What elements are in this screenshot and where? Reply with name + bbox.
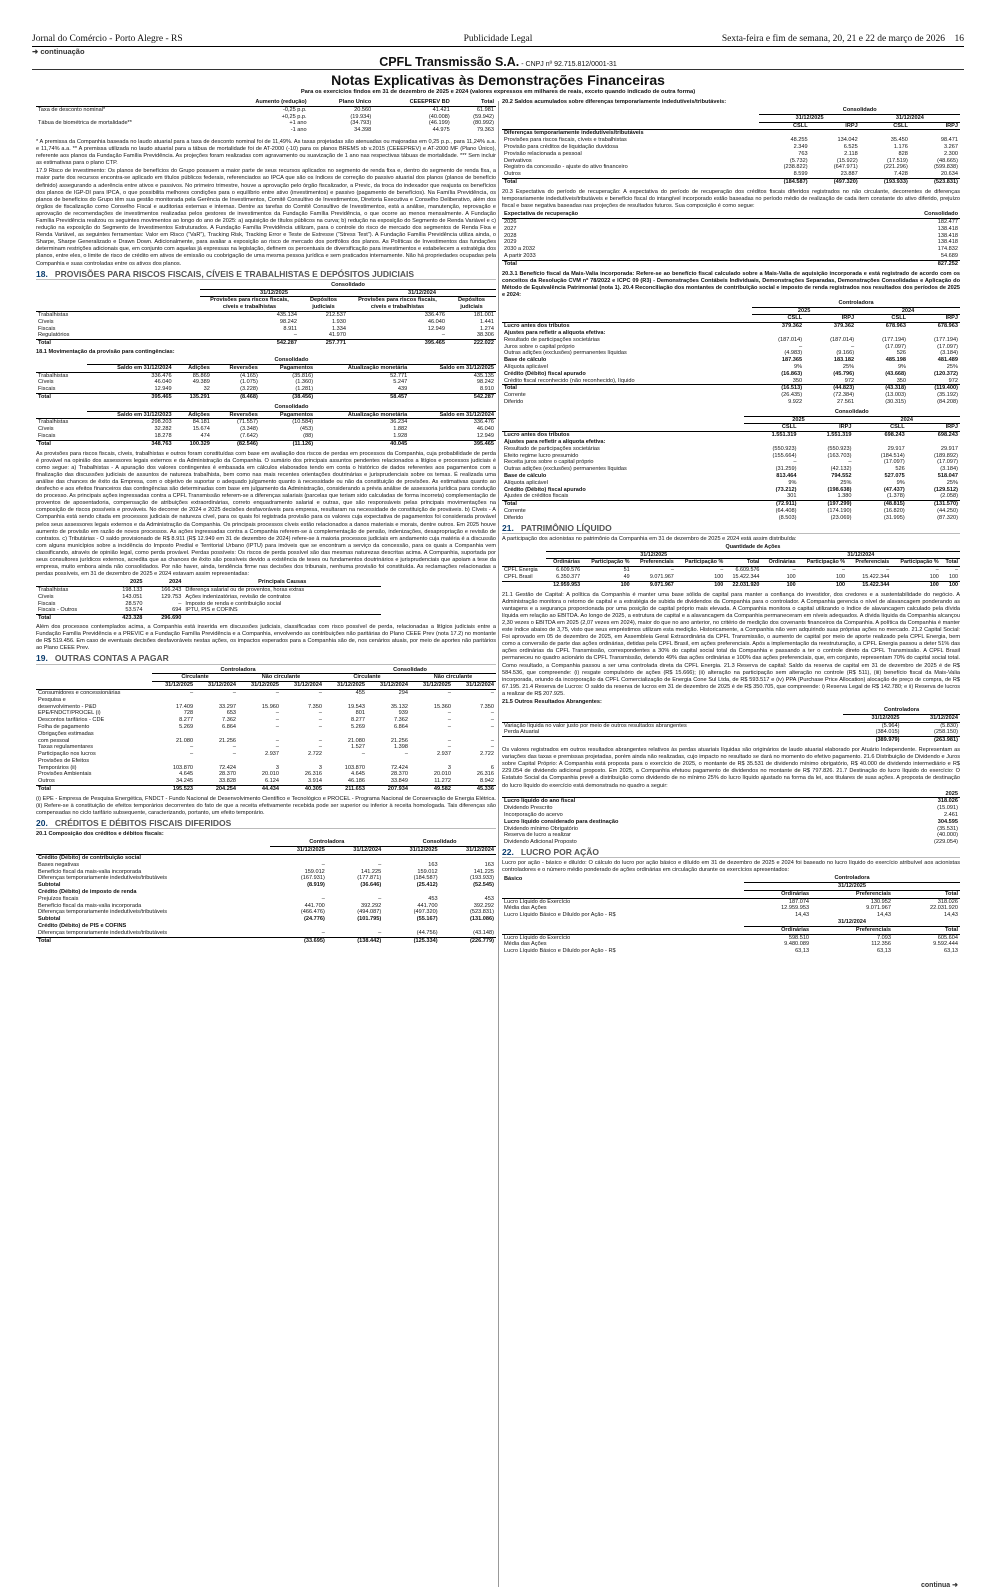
table-row: Diferido (8.503) (23.069) (31.995) (87.320) — [504, 514, 958, 521]
reconciliation-parent-table: Controladora 2025 2024 CSLL IRPJ CSLL IRPJ Lucro antes dos tributos 379.362 379.362 678.963 678.963 Ajustes para refletir a alíquota efetiva: Resultado de participações societárias (187.014) (187.014) (177.194) (177.194) Juros sobre o capital próprio – – (17.097) (17.097) Outras adições (exclusões) permanentes líquidas (4.983) (9.166) 526 (3.184) Base de cálculo 187.365 183.182 485.198 481.489 Alíquota aplicável 9% 25% 9% 25% Crédito (Débito) fiscal apurado (16.863) (45.796) (43.668) (120.372) Crédito fiscal reconhecido (não reconhecido), líquido 350 972 350 972 Total (16.513) (44.823) (43.318) (119.400) Corrente (26.435) (72.384) (13.003) (35.192) Diferido 9.922 27.561 (30.315) (84.208) — [504, 299, 958, 406]
table-row: 2028 138.418 — [504, 232, 958, 239]
table-row: Taxas regulamentares – – – – 1.527 1.398 – – — [38, 744, 494, 751]
table-row: Trabalhistas 336.476 85.869 (4.165) (35.816) 52.771 435.135 — [38, 372, 494, 379]
table-row: Diferido 9.922 27.561 (30.315) (84.208) — [504, 399, 958, 406]
table-total-row: Total 542.287 257.771 395.465 222.022 — [38, 340, 494, 347]
page-number: 16 — [954, 34, 964, 44]
section-21-heading: 21. PATRIMÔNIO LÍQUIDO — [502, 525, 960, 534]
table-row: Dividendo Prescrito (15.091) — [504, 805, 958, 812]
table-total-row: Total 423.328 296.690 — [36, 615, 381, 622]
table-row: Base de cálculo 187.365 183.182 485.198 481.489 — [504, 357, 958, 364]
continues-label: continua — [921, 1582, 951, 1589]
table-row: Crédito (Débito) de imposto de renda — [38, 888, 137, 895]
table-row: Fiscais 18.278 474 (7.642) (88) 1.928 12.949 — [38, 433, 494, 439]
table-row: 2029 138.418 — [504, 239, 958, 246]
table-row: 2030 a 2032 174.832 — [504, 246, 958, 253]
table-row: Crédito (Débito) fiscal apurado (16.863) (45.796) (43.668) (120.372) — [504, 370, 958, 377]
table-row: Tábua de biométrica de mortalidade** +1 ano (34.793) (46.199) (80.992) — [38, 120, 494, 127]
table-row: Benefício fiscal da mais-valia incorporada 441.700 392.292 441.700 392.292 — [38, 902, 494, 909]
table-row: Lucro antes dos tributos 1.551.319 1.551.319 698.243 698.243 — [504, 432, 958, 439]
table-row: CPFL Energia 6.609.576 51 – – 6.609.576 – – – – – — [504, 567, 958, 574]
table-row: Bases negativas – – 163 163 — [38, 861, 494, 868]
table-total-row: Total 348.763 100.329 (82.546) (11.126) 40.045 395.465 — [38, 440, 494, 447]
subsection-21-5: 21.5 Outros Resultados Abrangentes: — [502, 698, 602, 705]
provision-movement-2025-table: Consolidado Saldo em 31/12/2024 Adições Reversões Pagamentos Atualização monetária Saldo em 31/12/2025 Trabalhistas 336.476 85.869 (4.165) (35.816) 52.771 435.135 Cíveis 46.040 49.389 (1.075) (1.360) 5.247 98.242 Fiscais 12.949 32 (3.228) (1.281) 439 8.910 Total 395.465 135.291 (8.468) (38.456) 58.457 542.287 — [38, 357, 494, 401]
table-row: Fiscais 12.949 32 (3.228) (1.281) 439 8.910 — [38, 386, 494, 393]
earnings-per-share-table: Básico Controladora 31/12/2025 Ordinárias Preferenciais Total Lucro Líquido do Exercício 187.074 130.952 318.026 Média das Ações 12.959.953 9.071.967 22.031.920 Lucro Líquido Básico e Diluído por Ação - R$ 14,43 14,43 14,43 31/12/2024 Ordinárias Preferenciais Total Lucro Líquido do Exercício 598.510 7.093 605.604 Média das Ações 9.480.089 112.356 9.592.444 Lucro Líquido Básico e Diluído por Ação - R$ 63,13 63,13 63,13 — [504, 875, 958, 955]
investment-risk-paragraph: 17.9 Risco de investimento: Os planos de benefícios do Grupo possuem a maior parte de seus recursos aplicados no segmento de renda fixa e, dentro do segmento de renda fixa, a maior parte dos recursos encontra-se aplicado em títulos públicos federais, referenciados ao IPCA que são os índices de correção do passivo atuarial dos planos (planos de benefício definido) assegurando a aderência entre ativos e passivos. No primeiro trimestre, houve a aprovação pelo órgão fiscalizador, a Previc, da troca do indexador que reajusta os benefícios dos planos de IGP-DI para IPCA, o que possibilita melhores condições para o equilíbrio entre ativo (investimentos) e passivo (pagamento de benefícios). Na Família Previdência, os planos de benefícios do Grupo têm sua gestão monitorada pela Gerência de Investimentos, Comitê Consultivo de Investimentos, Diretoria Executiva e Conselho Deliberativo, além dos órgãos de fiscalização como Conselho Fiscal e auditorias externas e internas. Dentre as tarefas do Comitê Consultivo de Investimentos, está a análise, manutenção, reprovação e aprovação de recomendações de investimentos realizadas pelos gestores de investimentos da Fundação Família Previdência, o que ocorre ao menos mensalmente. A Fundação Família Previdência realizou os seguintes movimentos ao longo do ano de 2025: a) aquisição de títulos públicos na curva; b) redução na exposição do Segmento de Renda Variável e c) redução na exposição do Segmento de Investimentos Estruturados. A Fundação Família Previdência utilizam, para o controle do risco de mercado dos segmentos de Renda Fixa e Renda Variável, as seguintes ferramentas: Valor em Risco (“VaR”), Tracking Risk, Tracking Error e Teste de Estresse (“Stress Test”). A Fundação Família Previdência utiliza ainda, o Sharpe, Sharpe Generalizado e Drawn Down. Adicionalmente, para avaliar a exposição ao risco de mercado dos portfólios dos planos. As Políticas de Investimentos das fundações determinam restrições adicionais que, em conjunto com aquelas já expressas na legislação, definem os percentuais de diversificação para investimentos e estabelecem a estratégia dos planos, entre eles, o limite de risco de crédito em ativos de emissão ou coobrigação de uma mesma pessoa jurídica e sem praticados internamente. Não há propriedades ocupadas pela Companhia e suas controladas entre os ativos dos planos. — [36, 168, 496, 267]
temporary-differences-table: Consolidado 31/12/2025 31/12/2024 CSLL IRPJ CSLL IRPJ Diferenças temporariamente indedutíveis/tributáveis Provisões para riscos fiscais, cíveis e trabalhistas 48.255 134.042 35.450 98.471 Provisão para créditos de liquidação duvidosa 2.349 6.525 1.176 3.267 Provisão relacionada a pessoal 763 2.118 828 2.300 Derivativos (5.732) (15.922) (17.519) (48.665) Registro da concessão - ajuste do ativo financeiro (238.822) (647.971) (221.296) (599.838) Outros 8.599 23.887 7.428 20.634 Total (184.587) (497.320) (193.933) (523.831) — [504, 107, 958, 186]
mais-valia-paragraph: 20.3.1 Benefício fiscal da Mais-Valia incorporada: Refere-se ao benefício fiscal calculado sobre a Mais-Valia de aquisição incorporada e está registrado de acordo com os conceitos da Resolução CVM nº 78/2022 e ICPC 09 (R3) - Demonstrações Contábeis Individuais, Demonstrações Separadas, Demonstrações Consolidadas e Aplicação do Método de Equivalência Patrimonial (nota 1). 20.4 Reconciliação dos montantes de contribuição social e imposto de renda registrados nos resultados dos períodos de 2025 e 2024: — [502, 270, 960, 298]
continuation-label: continuação — [40, 47, 85, 56]
table-row: Crédito (Débito) fiscal apurado (73.212) (198.638) (47.437) (129.512) — [504, 486, 958, 493]
table-row: Cíveis 46.040 49.389 (1.075) (1.360) 5.247 98.242 — [38, 379, 494, 386]
table-row: Cíveis 32.282 15.674 (3.348) (453) 1.882 46.040 — [38, 426, 494, 433]
table-row: Corrente (26.435) (72.384) (13.003) (35.192) — [504, 392, 958, 399]
table-total-row: Total (184.587) (497.320) (193.933) (523.831) — [504, 179, 958, 186]
table-row: Pesquisa e — [38, 696, 66, 703]
column-separator — [498, 101, 499, 1587]
table-row: Provisões de Efeitos — [38, 757, 89, 764]
earnings-per-share-paragraph: Lucro por ação - básico e diluído: O cálculo do lucro por ação básico e diluído em 31 de dezembro de 2025 e 2024 foi baseado no lucro líquido do exercício atribuível aos acionistas controladores e o número médio ponderado de ações ordinárias em circulação durante os exercícios apresentados: — [502, 860, 960, 874]
table-row: Benefício fiscal da mais-valia incorporada 159.012 141.225 159.012 141.225 — [38, 868, 494, 875]
table-row: Lucro Líquido do Exercício 598.510 7.093 605.604 — [504, 934, 958, 941]
table-row: Outros 8.599 23.887 7.428 20.634 — [504, 171, 958, 178]
table-row: Regulatórios – 41.970 – 38.306 — [38, 332, 494, 339]
section-19-heading: 19. OUTRAS CONTAS A PAGAR — [36, 655, 496, 664]
table-row: Fiscais - Outros 53.574 694 IPTU, PIS e COFINS — [38, 607, 238, 614]
table-row: Dividendo Adicional Proposto (229.054) — [504, 839, 958, 846]
other-payables-footnote: (i) EPE - Empresa de Pesquisa Energética, FNDCT - Fundo Nacional de Desenvolvimento Científico e Tecnológico e PROCEL - Programa Nacional de Conservação de Energia Elétrica. (ii) Refere-se à constituição de efeitos temporários decorrentes do fato de que a receita efetivamente recebida pode ser superior ou inferior à receita homologada. Tais diferenças são compensadas no ciclo tarifário subsequente, caracterizando, portanto, um efeito temporário. — [36, 795, 496, 817]
table-row: Provisões Ambientais 4.645 28.370 20.010 26.316 4.645 28.370 20.010 26.316 — [38, 771, 494, 778]
table-row: Lucro líquido considerado para destinação 304.595 — [504, 818, 958, 825]
table-total-row: Total (33.695) (138.442) (125.334) (226.779) — [38, 937, 494, 944]
table-row: desenvolvimento - P&D 17.409 33.297 15.960 7.350 19.543 35.132 15.360 7.350 — [38, 703, 494, 710]
table-row: Juros sobre o capital próprio – – (17.097) (17.097) — [504, 343, 958, 350]
reconciliation-consolidated-table: Consolidado 2025 2024 CSLL IRPJ CSLL IRPJ Lucro antes dos tributos 1.551.319 1.551.319 698.243 698.243 Ajustes para refletir a alíquota efetiva: Resultado de participações societárias (550.923) (550.923) 29.917 29.917 Efeito regime lucro presumido (155.664) (163.703) (184.514) (189.892) Receita juros sobre o capital próprio – – (17.097) (17.097) Outras adições (exclusões) permanentes líquidas (31.259) (42.132) 526 (3.184) Base de cálculo 813.464 794.552 527.075 518.047 Alíquota aplicável 9% 25% 9% 25% Crédito (Débito) fiscal apurado (73.212) (198.638) (47.437) (129.512) Ajustes de créditos fiscais 301 1.380 (1.378) (2.058) Total (72.911) (197.299) (48.815) (131.570) Corrente (64.408) (174.190) (16.820) (44.250) Diferido (8.503) (23.069) (31.995) (87.320) — [504, 408, 958, 521]
table-row: Crédito fiscal reconhecido (não reconhecido), líquido 350 972 350 972 — [504, 377, 958, 384]
table-row: Lucro antes dos tributos 379.362 379.362 678.963 678.963 — [504, 323, 958, 330]
possible-losses-table: 2025 2024 Principais Causas Trabalhistas 198.133 166.243 Diferença salarial ou de proventos, horas extras Cíveis 143.051 129.753 Ações indenizatórias, revisão de contratos Fiscais 28.570 – Imposto de renda e contribuição social Fiscais - Outros 53.574 694 IPTU, PIS e COFINS Total 423.328 296.690 — [36, 579, 381, 622]
table-row: Dividendo mínimo Obrigatório (35.531) — [504, 825, 958, 832]
table-row: Outras adições (exclusões) permanentes líquidas (4.983) (9.166) 526 (3.184) — [504, 350, 958, 357]
table-row: Ajustes para refletir a alíquota efetiva: — [504, 330, 606, 337]
table-total-row: (389.979) (263.981) — [502, 737, 960, 744]
table-row: Alíquota aplicável 9% 25% 9% 25% — [504, 364, 958, 371]
recovery-schedule-table: Expectativa de recuperação Consolidado 2026 182.477 2027 138.418 2028 138.418 2029 138.418 2030 a 2032 174.832 A partir 2033 54.689 Total 827.252 — [504, 211, 958, 267]
actuarial-footnote: * A premissa da Companhia baseada no laudo atuarial para a taxa de desconto nominal foi de 11,49%. As taxas projetadas são atenuadas ou majoradas em 0,25 p.p., para 11,24% a.a. e 11,74% a.a. ** A premissa utilizada no laudo atuarial para a tábua de mortalidade foi de AT-2000 (-10) para os planos BREMS sb v.2015 (CEEEPREV) e AT-2000 MF (Plano Único), referente aos planos da Fundação Família Previdência. As projeções foram realizadas com agravamento ou suavização de 1 ano nas respectivas tábuas de mortalidade. *** Sem incluir as estimativas para o plano CTP. — [36, 138, 496, 167]
table-row: 2026 182.477 — [504, 218, 958, 225]
table-row: com pessoal 21.080 21.256 – – 21.080 21.256 – – — [38, 737, 494, 744]
equity-shares-table: Quantidade de Ações 31/12/2025 31/12/2024 Ordinárias Participação % Preferenciais Participação % Total Ordinárias Participação % Preferenciais Participação % Total CPFL Energia 6.609.576 51 – – 6.609.576 – – – – – CPFL Brasil 6.350.377 49 9.071.967 100 15.422.344 100 100 15.422.344 100 100 12.959.953 100 9.071.967 100 22.031.920 100 100 15.422.344 100 100 — [504, 543, 958, 588]
table-row: Cíveis 98.242 1.930 46.040 1.441 — [38, 318, 494, 325]
table-total-row: Total 827.252 — [504, 260, 958, 267]
dividends-paragraph: Os valores registrados em outros resultados abrangentes relativos às perdas atuariais líquidas são originários de laudo atuarial elaborado por Atuário Independente. Representam as variações das taxas e premissas projetadas, porém ainda não realizadas, cujo impacto no resultado se dará no momento do efetivo pagamento. 21.6 Distribuição de Dividendo e Juros sobre Capital Próprio: A Companhia está proposta para o exercício de 2025, o montante de R$ 35.531 de dividendo mínimo obrigatório, R$ 40.000 de dividendo intermediário e R$ 229.054 de dividendo adicional proposto. Em 2025, a Companhia efetuou pagamento de dividendos no montante de R$ 797.826. 21.7 Destinação do lucro líquido do exercício: O Estatuto Social da Companhia prevê a distribuição como dividendo de no mínimo 25% do lucro líquido ajustado na forma da lei, aos titulares de suas ações. A proposta de destinação do lucro líquido do exercício está demonstrada no quadro a seguir: — [502, 747, 960, 789]
table-row: Total (72.911) (197.299) (48.815) (131.570) — [504, 501, 958, 508]
table-row: Lucro Líquido Básico e Diluído por Ação - R$ 14,43 14,43 14,43 — [504, 912, 958, 919]
table-row: Receita juros sobre o capital próprio – – (17.097) (17.097) — [504, 459, 958, 466]
table-row: Derivativos (5.732) (15.922) (17.519) (48.665) — [504, 157, 958, 164]
table-row: Reserva de lucro a realizar (40.000) — [504, 832, 958, 839]
subsection-20-1: 20.1 Composição dos créditos e débitos fiscais: — [36, 831, 164, 838]
table-row: Outras adições (exclusões) permanentes líquidas (31.259) (42.132) 526 (3.184) — [504, 466, 958, 473]
table-total-row: Total 195.523 204.254 44.434 40.305 211.653 207.934 49.582 45.336 — [38, 786, 494, 793]
table-total-row: 12.959.953 100 9.071.967 100 22.031.920 100 100 15.422.344 100 100 — [502, 581, 960, 588]
table-row: Variação líquida no valor justo por meio de outros resultados abrangentes (5.964) (5.830) — [504, 722, 958, 729]
table-row: Perda Atuarial (384.015) (258.150) — [504, 729, 958, 736]
continues-marker — [921, 1581, 958, 1589]
table-row: Crédito (Débito) de contribuição social — [38, 854, 141, 861]
table-row: Provisão relacionada a pessoal 763 2.118 828 2.300 — [504, 150, 958, 157]
table-row: Diferenças temporariamente indedutíveis/tributáveis – – (44.756) (43.148) — [38, 929, 494, 936]
table-row: Diferenças temporariamente indedutíveis/tributáveis (167.931) (177.871) (184.587) (193.933) — [38, 875, 494, 882]
arrow-right-icon: ➜ — [32, 47, 39, 56]
section-name: Publicidade Legal — [463, 34, 533, 44]
table-row: Descontos tarifários - CDE 8.277 7.362 – – 8.277 7.362 – – — [38, 717, 494, 724]
provisions-table: Consolidado 31/12/2025 31/12/2024 Provisões para riscos fiscais, cíveis e trabalhistas Depósitos judiciais Provisões para riscos fiscais, cíveis e trabalhistas Depósitos judiciais Trabalhistas 435.134 212.537 336.476 181.001 Cíveis 98.242 1.930 46.040 1.441 Fiscais 8.911 1.334 12.949 1.274 Regulatórios – 41.970 – 38.306 Total 542.287 257.771 395.465 222.022 — [38, 281, 494, 347]
capital-management-paragraph: 21.1 Gestão de Capital: A política da Companhia é manter uma base sólida de capital para manter a confiança do investidor, dos credores e a sustentabilidade do negócio. A Administração monitora o retorno de capital e a estratégia de subida de dividendos da Companhia para o controlador. A Companhia gerencia o nível de alavancagem ponderando as vantagens e a segurança proporcionada por uma posição de capital próprio mais elevada. A Companhia monitora o capital utilizando o índice de alavancagem calculado pela dívida líquida em relação ao EBITDA. Ao longo de 2025, a estrutura de capital e a alavancagem da Companhia permaneceram em níveis adequados. A dívida líquida da Companhia alcançou 2,30 vezes o EBITDA em 2025 (2,07 vezes em 2024), maior do que no ano anterior, no critério de medição dos covenants financeiros da Companhia. A política da Companhia é manter este índice abaixo de 3,75, visto que seus empréstimos utilizam esta medição. Historicamente, a Companhia não vem adquirindo suas próprias ações no mercado. 21.2 Capital Social: Foi aprovado em 05 de dezembro de 2025, em Assembleia Geral Extraordinária da CPFL Transmissão, o aumento de capital por meio de aporte realizado pela CPFL Energia, bem como a conversão de parte das ações ordinárias, detidas pela CPFL Brasil, em ações preferenciais. Após a implementação da reestruturação, a CPFL Energia passou a deter 51% das ações ordinárias da CPFL Transmissão, correspondentes a 30% do capital social total da Companhia e passando a ter o controle direto da CPFL Transmissão. A CPFL Brasil permaneceu no quadro acionário da CPFL Transmissão, detendo 49% das ações ordinárias e 100% das ações preferenciais, que, em conjunto, representam 70% do capital social total. Como resultado, a Companhia passou a ser uma controlada direta da CPFL Energia. 21.3 Reserva de capital: Saldo da reserva de capital em 31 de dezembro de 2025 é de R$ 584.536, que compreende: (i) resgate compulsório de ações (R$ 15.666); (ii) alteração na participação sem alteração no controle (R$ 511), (iii) benefício fiscal da Mais-Valia incorporada, oriundo da incorporação da CPFL Comercialização de Energia Cone Sul Ltda, de R$ 593.517 e (iv) PPA (Purchase Price Allocation) alocação de preço de compra, de R$ 67.195. 21.4 Reserva de Lucros: O saldo da reserva de lucros em 31 de dezembro de 2025 é de R$ 350.705, que compreende: i) Reserva Legal de R$ 142.780; e ii) Reserva de lucros a realizar de R$ 207.925. — [502, 591, 960, 697]
other-payables-table: Controladora Consolidado Circulante Não circulante Circulante Não circulante 31/12/2025 31/12/2024 31/12/2025 31/12/2024 31/12/2025 31/12/2024 31/12/2025 31/12/2024 Consumidores e concessionárias – – – – 455 294 – – Pesquisa e desenvolvimento - P&D 17.409 33.297 15.960 7.350 19.543 35.132 15.360 7.350 EPE/FNDCT/PROCEL (i) 728 653 – – 801 939 – – Descontos tarifários - CDE 8.277 7.362 – – 8.277 7.362 – – Folha de pagamento 5.269 6.864 – – 5.269 6.864 – – Obrigações estimadas com pessoal 21.080 21.256 – – 21.080 21.256 – – Taxas regulamentares – – – – 1.527 1.398 – – Participação nos lucros – – 2.937 2.722 – – 2.937 2.722 Provisões de Efeitos Temporários (ii) 103.870 72.424 3 3 103.870 72.424 3 6 Provisões Ambientais 4.645 28.370 20.010 26.316 4.645 28.370 20.010 26.316 Outros 34.245 33.828 6.124 3.914 46.186 33.849 11.272 8.942 Total 195.523 204.254 44.434 40.305 211.653 207.934 49.582 45.336 — [38, 666, 494, 793]
table-row: Registro da concessão - ajuste do ativo financeiro (238.822) (647.971) (221.296) (599.838) — [504, 164, 958, 171]
section-22-heading: 22. LUCRO POR AÇÃO — [502, 849, 960, 858]
table-row: 2027 138.418 — [504, 225, 958, 232]
table-row: Alíquota aplicável 9% 25% 9% 25% — [504, 479, 958, 486]
publication-frame — [32, 47, 964, 1593]
table-row: Resultado de participações societárias (187.014) (187.014) (177.194) (177.194) — [504, 336, 958, 343]
table-row: Outros 34.245 33.828 6.124 3.914 46.186 33.849 11.272 8.942 — [38, 778, 494, 785]
table-row: EPE/FNDCT/PROCEL (i) 728 653 – – 801 939 – – — [38, 710, 494, 717]
deferred-tax-table: Controladora Consolidado 31/12/2025 31/12/2024 31/12/2025 31/12/2024 Crédito (Débito) de contribuição social Bases negativas – – 163 163 Benefício fiscal da mais-valia incorporada 159.012 141.225 159.012 141.225 Diferenças temporariamente indedutíveis/tributáveis (167.931) (177.871) (184.587) (193.933) Subtotal (8.919) (36.646) (25.412) (52.545) Crédito (Débito) de imposto de renda Prejuízos fiscais – – 453 453 Benefício fiscal da mais-valia incorporada 441.700 392.292 441.700 392.292 Diferenças temporariamente indedutíveis/tributáveis (466.476) (494.087) (497.320) (523.831) Subtotal (24.776) (101.795) (55.167) (131.086) Crédito (Débito) de PIS e COFINS Diferenças temporariamente indedutíveis/tributáveis – – (44.756) (43.148) Total (33.695) (138.442) (125.334) (226.779) — [38, 839, 494, 944]
provision-movement-2024-table: Consolidado Saldo em 31/12/2023 Adições Reversões Pagamentos Atualização monetária Saldo em 31/12/2024 Trabalhistas 298.203 84.181 (71.557) (10.584) 36.234 336.476 Cíveis 32.282 15.674 (3.348) (453) 1.882 46.040 Fiscais 18.278 474 (7.642) (88) 1.928 12.949 Total 348.763 100.329 (82.546) (11.126) 40.045 395.465 — [38, 403, 494, 447]
table-row: Obrigações estimadas — [38, 730, 94, 737]
table-row: Subtotal (8.919) (36.646) (25.412) (52.545) — [38, 882, 494, 889]
subsection-20-2: 20.2 Saldos acumulados sobre diferenças temporariamente indedutíveis/tributáveis: — [502, 99, 727, 105]
profit-allocation-table: 2025 Lucro líquido do ano fiscal 318.026 Dividendo Prescrito (15.091) Incorporação do acervo 2.461 Lucro líquido considerado para destinação 304.595 Dividendo mínimo Obrigatório (35.531) Reserva de lucro a realizar (40.000) Dividendo Adicional Proposto (229.054) — [504, 790, 958, 846]
table-row: Provisão para créditos de liquidação duvidosa 2.349 6.525 1.176 3.267 — [504, 144, 958, 151]
table-row: Total (16.513) (44.823) (43.318) (119.400) — [504, 385, 958, 392]
table-row: Fiscais 28.570 – Imposto de renda e contribuição social — [38, 600, 282, 607]
subsection-18-1: 18.1 Movimentação da provisão para contingências: — [36, 348, 175, 355]
recovery-expectation-paragraph: 20.3 Expectativa do período de recuperação: A expectativa do período de recuperação dos créditos fiscais diferidos registrados no não circulante, decorrentes de diferenças temporariamente indedutíveis/tributáveis e benefício fiscal do intangível incorporado estão baseadas no período médio de realização de cada item constante do ativo diferido, prejuízo fiscal e base negativa baseadas nas projeções de resultados futuros. Sua composição é como segue: — [502, 188, 960, 210]
table-row: Folha de pagamento 5.269 6.864 – – 5.269 6.864 – – — [38, 723, 494, 730]
table-row: Cíveis 143.051 129.753 Ações indenizatórias, revisão de contratos — [38, 593, 291, 600]
table-row: Lucro líquido do ano fiscal 318.026 — [504, 798, 958, 805]
table-row: Subtotal (24.776) (101.795) (55.167) (131.086) — [38, 916, 494, 923]
table-row: Base de cálculo 813.464 794.552 527.075 518.047 — [504, 473, 958, 480]
masthead — [32, 32, 964, 46]
table-row: Lucro Líquido Básico e Diluído por Ação - R$ 63,13 63,13 63,13 — [504, 948, 958, 955]
table-row: Ajustes de créditos fiscais 301 1.380 (1.378) (2.058) — [504, 493, 958, 500]
table-row: Diferenças temporariamente indedutíveis/tributáveis (466.476) (494.087) (497.320) (523.831) — [38, 909, 494, 916]
company-cnpj: - CNPJ nº 92.715.812/0001-31 — [519, 61, 617, 68]
table-total-row: Total 395.465 135.291 (8.468) (38.456) 58.457 542.287 — [38, 394, 494, 401]
notes-subtitle: Para os exercícios findos em 31 de dezembro de 2025 e 2024 (valores expressos em milhares de reais, exceto quando indicado de outra forma) — [300, 89, 696, 95]
notes-title: Notas Explicativas às Demonstrações Financeiras — [331, 72, 665, 88]
table-row: Provisões para riscos fiscais, cíveis e trabalhistas 48.255 134.042 35.450 98.471 — [504, 137, 958, 144]
provisions-closing-paragraph: Além dos processos contemplados acima, a Companhia está inserida em discussões judiciais, classificadas com risco possível de perda, relacionadas a litígios judiciais entre a Fundação Família Previdência e a PREVIC e a Fundação Família Previdência e a Companhia, envolvendo as contribuições não paritárias do Plano CEEE Prev (nota 17.2) no montante de R$ 519.456. Em caso de eventuais decisões desfavoráveis nestas ações, os impactos esperados para a Companhia são de, nos cenários atuais, por meio de aportes não paritários ao Plano CEEE Prev. — [36, 624, 496, 652]
table-row: Trabalhistas 435.134 212.537 336.476 181.001 — [38, 311, 494, 318]
table-row: Resultado de participações societárias (550.923) (550.923) 29.917 29.917 — [504, 445, 958, 452]
left-column — [36, 99, 496, 1589]
company-name: CPFL Transmissão S.A. — [379, 55, 520, 69]
provisions-explanation: As provisões para riscos fiscais, cíveis, trabalhistas e outros foram constituídas com base em avaliação dos riscos de perdas em processos da Companhia, cuja probabilidade de perda é provável na opinião dos assessores legais externos e da Administração da Companhia. O sumário dos principais assuntos pendentes relacionados a litígios e processos judiciais é como segue: a) Trabalhistas - A apuração dos valores contingentes é embasada em cálculos elaborados tendo em conta o histórico de dados referentes aos pagamentos com a finalização das discussões judiciais de assuntos de natureza trabalhista, bem como nas mais recentes orientações doutrinárias e jurisprudenciais sobre os temas. É realizada uma análise das chances de êxito da Empresa, com o objetivo de suportar o adequado julgamento quanto à necessidade ou não da constituição de provisões. As estimativas quanto ao desfecho e aos efeitos financeiros das contingências são determinadas com base em julgamento da Administração, considerando a prévia análise de assessoria jurídica para condução do processo. As principais ações ingressadas contra a CPFL Transmissão referem-se a diferenças salariais (parcelas que teriam sido calculadas de forma incorreta) complementação de proventos de aposentadoria, compensação de atribuições extraordinárias, correto enquadramento salarial e outras, que são responsáveis pelas principais movimentações na composição de riscos possíveis e prováveis. No decorrer de 2024 e 2025 decisões desfavoráveis para empresa, resultaram na necessidade de constituição de prováveis. b) Cíveis - A Companhia está sendo citada em processos judiciais de natureza cível, para os quais foi registrada provisão para os valores cuja expectativa de pagamentos foi considerada provável pelos seus assessores legais externos e da Administração da Companhia. Os principais processos cíveis estão relacionados a danos materiais e morais, dentre outros. Em 2025 houve aumento de provisão em razão de novos processos. As ações ingressadas contra a Companhia referem-se à complementação de pensão, indenizações, desapropriação e revisão de contratos. c) Tributárias - O saldo provisionado de R$ 8.911 (R$ 12.949 em 31 de dezembro de 2024) refere-se à maioria processos judiciais em andamento cuja matéria é a discussão com alguns municípios sobre a incidência do Imposto Predial e Territorial Urbano (IPTU) para imóveis que se encontram a serviço da concessão, para os quais a Companhia vem classificando, através de opinião legal, como perda provável. Perdas possíveis: Os riscos de perda possível são das mesmas naturezas descritas acima. A Companhia, suportada por seus consultores jurídicos externos, acredita que as chances de êxito são possíveis devido a existência de teses ou fundamentos doutrinários e jurisprudenciais que apoiam a tese da empresa, muito embora ainda não consolidados. Por não haver, ainda, tendência firme nas decisões dos tribunais, nenhuma provisão foi constituída. As reclamações relacionadas a perdas possíveis, em 31 de dezembro de 2025 e 2024 estavam assim representadas: — [36, 450, 496, 578]
table-row: +0,25 p.p. (19.934) (40.008) (59.942) — [281, 113, 494, 120]
table-row: Crédito (Débito) de PIS e COFINS — [38, 922, 127, 929]
table-row: Média das Ações 12.959.953 9.071.967 22.031.920 — [504, 905, 958, 912]
table-row: Média das Ações 9.480.089 112.356 9.592.444 — [504, 941, 958, 948]
header-divider — [32, 69, 964, 70]
table-row: Incorporação do acervo 2.461 — [504, 812, 958, 818]
table-row: CPFL Brasil 6.350.377 49 9.071.967 100 15.422.344 100 100 15.422.344 100 100 — [504, 573, 958, 580]
table-row: Corrente (64.408) (174.190) (16.820) (44.250) — [504, 508, 958, 514]
table-row: Efeito regime lucro presumido (155.664) (163.703) (184.514) (189.892) — [504, 452, 958, 459]
other-comprehensive-income-table: Controladora 31/12/2025 31/12/2024 Variação líquida no valor justo por meio de outros resultados abrangentes (5.964) (5.830) Perda Atuarial (384.015) (258.150) (389.979) (263.981) — [504, 707, 958, 744]
section-20-heading: 20. CRÉDITOS E DÉBITOS FISCAIS DIFERIDOS — [36, 820, 496, 829]
table-row: Fiscais 8.911 1.334 12.949 1.274 — [38, 325, 494, 332]
table-row: Trabalhistas 298.203 84.181 (71.557) (10.584) 36.234 336.476 — [38, 419, 494, 426]
table-row: -1 ano 34.398 44.975 79.363 — [290, 127, 494, 134]
newspaper-name: Jornal do Comércio - Porto Alegre - RS — [32, 34, 183, 44]
equity-intro: A participação dos acionistas no patrimônio da Companhia em 31 de dezembro de 2025 e 2024 está assim distribuída: — [502, 535, 797, 542]
right-column — [502, 99, 960, 1589]
table-row: Temporários (ii) 103.870 72.424 3 3 103.870 72.424 3 6 — [38, 764, 494, 771]
table-row: Ajustes para refletir a alíquota efetiva: — [504, 439, 606, 446]
arrow-right-icon: ➜ — [952, 1582, 958, 1589]
table-row: Participação nos lucros – – 2.937 2.722 – – 2.937 2.722 — [38, 751, 494, 758]
table-row: A partir 2033 54.689 — [504, 252, 958, 259]
table-row: Prejuízos fiscais – – 453 453 — [38, 895, 494, 902]
table-row: Taxa de desconto nominal* -0,25 p.p. 20.560 41.421 61.981 — [38, 106, 494, 113]
issue-date: Sexta-feira e fim de semana, 20, 21 e 22 de março de 2026 — [721, 34, 945, 44]
table-row: Lucro Líquido do Exercício 187.074 130.952 318.026 — [504, 898, 958, 905]
table-row: Consumidores e concessionárias – – – – 455 294 – – — [38, 689, 494, 696]
section-18-heading: 18. PROVISÕES PARA RISCOS FISCAIS, CÍVEIS E TRABALHISTAS E DEPÓSITOS JUDICIAIS — [36, 271, 496, 280]
table-row: Trabalhistas 198.133 166.243 Diferença salarial ou de proventos, horas extras — [38, 587, 305, 594]
actuarial-sensitivity-table: Aumento (redução) Plano Único CEEEPREV BD Total Taxa de desconto nominal* -0,25 p.p. 20.560 41.421 61.981 +0,25 p.p. (19.934) (40.008) (59.942) Tábua de biométrica de mortalidade** +1 ano (34.793) (46.199) (80.992) -1 ano 34.398 44.975 79.363 — [38, 99, 494, 134]
